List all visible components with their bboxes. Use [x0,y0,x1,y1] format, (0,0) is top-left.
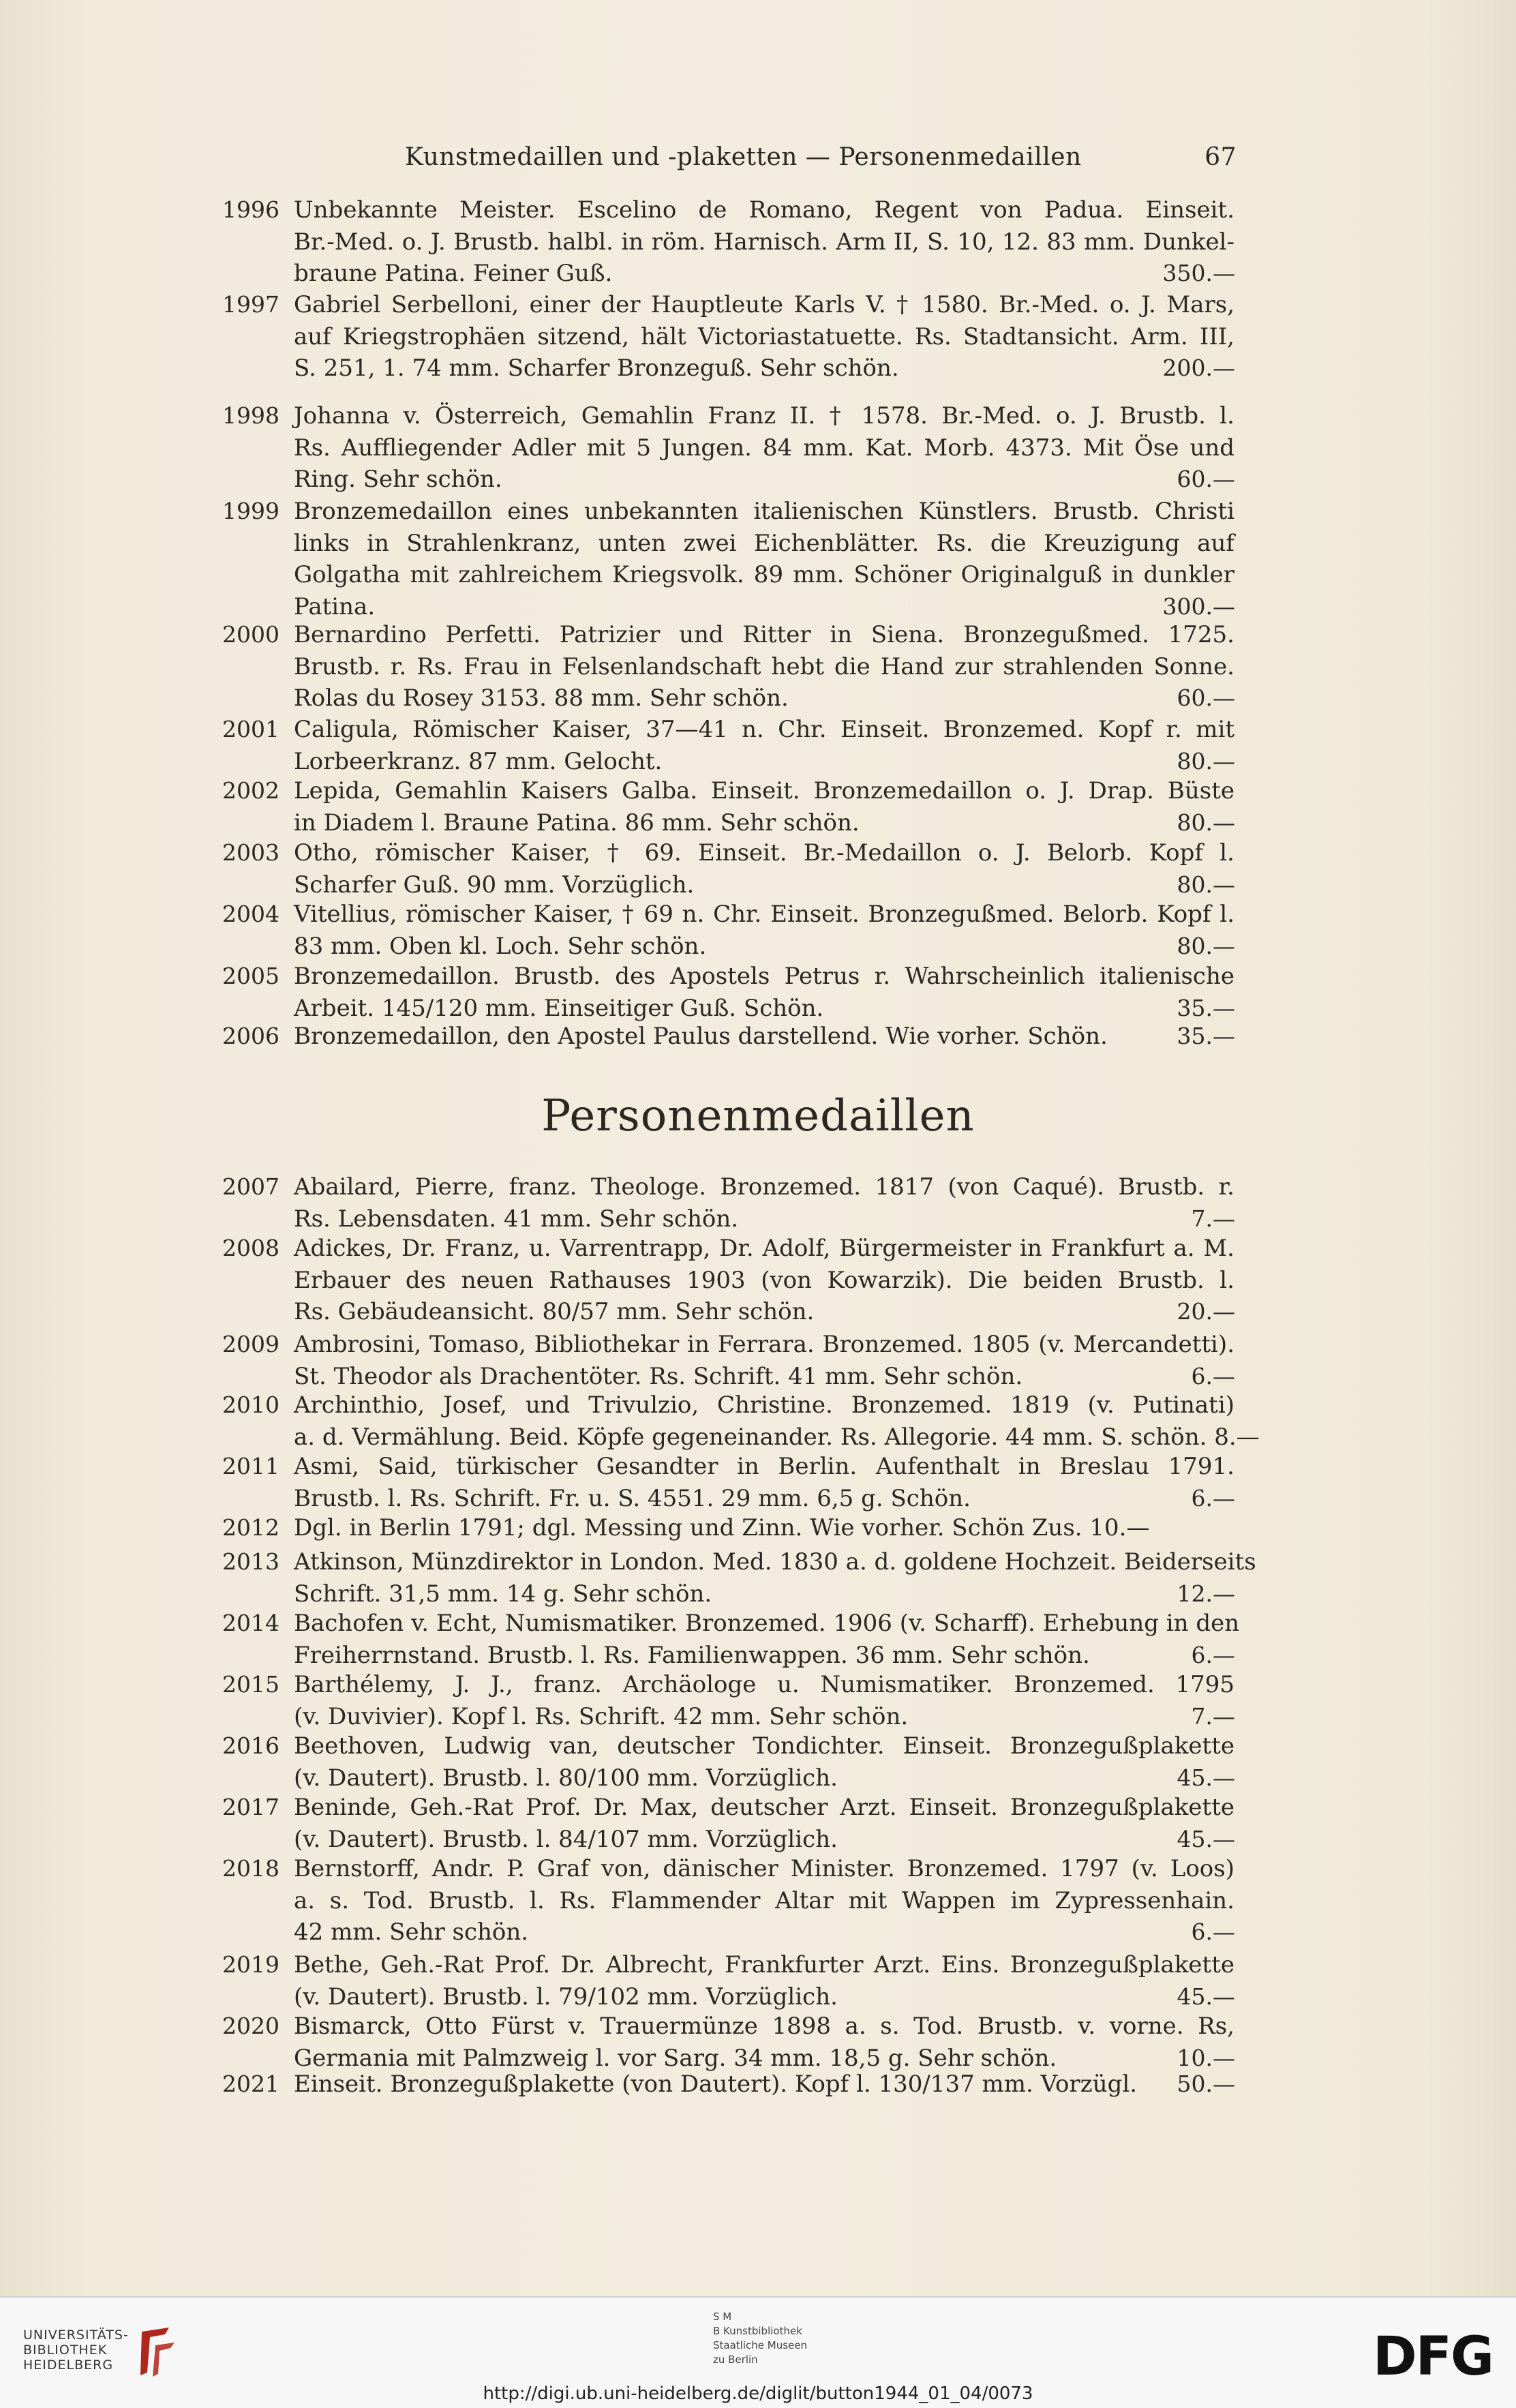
lot-number: 2020 [222,2013,279,2039]
lot-number: 2012 [222,1514,279,1541]
lot-number: 1998 [222,402,279,429]
entry-text-line: Rs. Lebensdaten. 41 mm. Sehr schön. [294,1205,739,1233]
entry-text-line: Rs. Auffliegender Adler mit 5 Jungen. 84 mm. Kat. Morb. 4373. Mit Öse und [294,434,1234,462]
lot-number: 2005 [222,963,279,989]
entry-text-line: (v. Dautert). Brustb. l. 80/100 mm. Vorzüglich. [294,1764,838,1792]
lot-number: 2014 [222,1610,279,1636]
lot-price: 50.— [1177,2071,1235,2097]
entry-text-line: Br.-Med. o. J. Brustb. halbl. in röm. Harnisch. Arm II, S. 10, 12. 83 mm. Dunkel- [294,228,1234,256]
entry-text-line: braune Patina. Feiner Guß. [294,260,613,287]
lot-price: 350.— [1162,260,1235,286]
entry-text-line: Otho, römischer Kaiser, † 69. Einseit. Br.-Medaillon o. J. Belorb. Kopf l. [294,839,1234,867]
entry-text-line: Abailard, Pierre, franz. Theologe. Bronzemed. 1817 (von Caqué). Brustb. r. [294,1173,1234,1201]
entry-text-line: Lepida, Gemahlin Kaisers Galba. Einseit. Bronzemedaillon o. J. Drap. Büste [294,777,1234,804]
entry-text-line: a. s. Tod. Brustb. l. Rs. Flammender Altar mit Wappen im Zypressenhain. [294,1886,1234,1914]
library-line: B Kunstbibliothek [713,2325,802,2337]
lot-number: 2018 [222,1855,279,1882]
entry-text-line: (v. Dautert). Brustb. l. 79/102 mm. Vorzüglich. [294,1983,838,2011]
entry-text-line: Bronzemedaillon. Brustb. des Apostels Petrus r. Wahrscheinlich italienische [294,963,1234,990]
lot-number: 2019 [222,1951,279,1978]
lot-number: 2004 [222,901,279,927]
lot-number: 1997 [222,291,279,318]
lot-price: 35.— [1177,1023,1235,1049]
lot-number: 2016 [222,1732,279,1759]
entry-text-line: Arbeit. 145/120 mm. Einseitiger Guß. Schön. [294,994,824,1022]
entry-text-line: Bernstorff, Andr. P. Graf von, dänischer Minister. Bronzemed. 1797 (v. Loos) [294,1855,1234,1882]
lot-price: 7.— [1191,1702,1235,1730]
lot-number: 2010 [222,1391,279,1418]
library-line: Staatliche Museen [713,2339,807,2351]
entry-text-line: Bachofen v. Echt, Numismatiker. Bronzemed. 1906 (v. Scharff). Erhebung in den [294,1610,1240,1637]
lot-number: 2001 [222,716,279,742]
lot-price: 6.— [1191,1641,1235,1668]
entry-text-line: Golgatha mit zahlreichem Kriegsvolk. 89 mm. Schöner Originalguß in dunkler [294,561,1234,588]
lot-price: 10.— [1177,2044,1235,2071]
university-line: UNIVERSITÄTS- [23,2328,129,2343]
lot-price: 12.— [1177,1580,1235,1607]
lot-price: 300.— [1162,592,1235,620]
lot-price: 6.— [1191,1362,1235,1389]
contributing-library [713,2310,807,2367]
lot-number: 2013 [222,1548,279,1575]
entry-text-line: Scharfer Guß. 90 mm. Vorzüglich. [294,871,695,899]
entry-text-line: Johanna v. Österreich, Gemahlin Franz II. † 1578. Br.-Med. o. J. Brustb. l. [294,402,1234,430]
entry-text-line: Brustb. l. Rs. Schrift. Fr. u. S. 4551. 29 mm. 6,5 g. Schön. [294,1484,971,1512]
lot-number: 2015 [222,1671,279,1698]
entry-text-line: Asmi, Said, türkischer Gesandter in Berlin. Aufenthalt in Breslau 1791. [294,1453,1234,1480]
entry-text-line: Rs. Gebäudeansicht. 80/57 mm. Sehr schön. [294,1298,815,1325]
page-number: 67 [1204,143,1237,171]
entry-text-line: Bronzemedaillon, den Apostel Paulus darstellend. Wie vorher. Schön. [294,1023,1108,1050]
running-header-title: Kunstmedaillen und -plaketten — Personenmedaillen [405,143,1082,171]
lot-price: 7.— [1191,1205,1235,1232]
university-line: BIBLIOTHEK [23,2343,108,2358]
entry-text-line: Schrift. 31,5 mm. 14 g. Sehr schön. [294,1580,712,1608]
library-line: zu Berlin [713,2353,758,2366]
entry-text-line: Barthélemy, J. J., franz. Archäologe u. Numismatiker. Bronzemed. 1795 [294,1671,1234,1698]
entry-text-line: Atkinson, Münzdirektor in London. Med. 1830 a. d. goldene Hochzeit. Beiderseits [294,1548,1256,1576]
library-line: S M [713,2311,732,2323]
entry-text-line: Rolas du Rosey 3153. 88 mm. Sehr schön. [294,684,789,712]
lot-price: 6.— [1191,1484,1235,1511]
lot-price: 80.— [1177,932,1235,959]
entry-text-line: (v. Duvivier). Kopf l. Rs. Schrift. 42 mm. Sehr schön. [294,1702,909,1730]
entry-text-line: Lorbeerkranz. 87 mm. Gelocht. [294,747,663,775]
lot-number: 2002 [222,777,279,804]
entry-text-line: Erbauer des neuen Rathauses 1903 (von Kowarzik). Die beiden Brustb. l. [294,1266,1234,1294]
entry-text-line: Bethe, Geh.-Rat Prof. Dr. Albrecht, Frankfurter Arzt. Eins. Bronzegußplakette [294,1951,1234,1978]
lot-number: 2009 [222,1331,279,1357]
entry-text-line: 42 mm. Sehr schön. [294,1918,529,1946]
entry-text-line: Brustb. r. Rs. Frau in Felsenlandschaft hebt die Hand zur strahlenden Sonne. [294,652,1234,680]
entry-text-line: Beethoven, Ludwig van, deutscher Tondichter. Einseit. Bronzegußplakette [294,1732,1234,1760]
entry-text-line: in Diadem l. Braune Patina. 86 mm. Sehr schön. [294,809,860,837]
lot-price: 20.— [1177,1298,1235,1325]
lot-price: 45.— [1177,1825,1235,1852]
lot-price: 6.— [1191,1918,1235,1945]
entry-text-line: 83 mm. Oben kl. Loch. Sehr schön. [294,932,707,960]
entry-text-line: a. d. Vermählung. Beid. Köpfe gegeneinander. Rs. Allegorie. 44 mm. S. schön. 8.— [294,1423,1260,1451]
lot-number: 2017 [222,1794,279,1820]
university-library-name[interactable] [23,2328,129,2373]
entry-text-line: Germania mit Palmzweig l. vor Sarg. 34 mm. 18,5 g. Sehr schön. [294,2044,1057,2072]
university-logo-icon [135,2325,183,2379]
entry-text-line: Freiherrnstand. Brustb. l. Rs. Familienwappen. 36 mm. Sehr schön. [294,1641,1090,1669]
entry-text-line: Bronzemedaillon eines unbekannten italienischen Künstlers. Brustb. Christi [294,498,1234,525]
entry-text-line: Beninde, Geh.-Rat Prof. Dr. Max, deutscher Arzt. Einseit. Bronzegußplakette [294,1794,1234,1821]
entry-text-line: Patina. [294,592,376,620]
entry-text-line: Unbekannte Meister. Escelino de Romano, Regent von Padua. Einseit. [294,196,1234,224]
entry-text-line: Ring. Sehr schön. [294,466,502,493]
entry-text-line: Bernardino Perfetti. Patrizier und Ritter in Siena. Bronzegußmed. 1725. [294,621,1234,648]
entry-text-line: Caligula, Römischer Kaiser, 37—41 n. Chr. Einseit. Bronzemed. Kopf r. mit [294,716,1234,743]
entry-text-line: auf Kriegstrophäen sitzend, hält Victoriastatuette. Rs. Stadtansicht. Arm. III, [294,322,1234,350]
entry-text-line: S. 251, 1. 74 mm. Scharfer Bronzeguß. Sehr schön. [294,355,899,382]
lot-number: 2000 [222,621,279,648]
viewer-footer [0,2296,1516,2408]
lot-price: 35.— [1177,994,1235,1021]
entry-text-line: Gabriel Serbelloni, einer der Hauptleute Karls V. † 1580. Br.-Med. o. J. Mars, [294,291,1234,318]
entry-text-line: Archinthio, Josef, und Trivulzio, Christine. Bronzemed. 1819 (v. Putinati) [294,1391,1234,1419]
entry-text-line: Dgl. in Berlin 1791; dgl. Messing und Zinn. Wie vorher. Schön Zus. 10.— [294,1514,1150,1541]
university-line: HEIDELBERG [23,2358,114,2373]
lot-price: 45.— [1177,1764,1235,1791]
entry-text-line: (v. Dautert). Brustb. l. 84/107 mm. Vorzüglich. [294,1825,838,1853]
lot-price: 45.— [1177,1983,1235,2010]
entry-text-line: Ambrosini, Tomaso, Bibliothekar in Ferrara. Bronzemed. 1805 (v. Mercandetti). [294,1331,1234,1358]
lot-number: 2003 [222,839,279,866]
permalink-url[interactable]: http://digi.ub.uni-heidelberg.de/diglit/button1944_01_04/0073 [483,2383,1033,2404]
entry-text-line: Bismarck, Otto Fürst v. Trauermünze 1898 a. s. Tod. Brustb. v. vorne. Rs, [294,2013,1234,2040]
lot-price: 80.— [1177,871,1235,898]
lot-price: 60.— [1177,466,1235,492]
lot-price: 200.— [1162,355,1235,381]
lot-price: 80.— [1177,747,1235,774]
lot-number: 1999 [222,498,279,524]
lot-number: 2006 [222,1023,279,1049]
dfg-logo[interactable]: DFG [1372,2326,1493,2388]
lot-number: 2008 [222,1235,279,1261]
lot-number: 2021 [222,2071,279,2097]
lot-number: 2007 [222,1173,279,1200]
section-title: Personenmedaillen [541,1091,975,1141]
lot-number: 2011 [222,1453,279,1479]
entry-text-line: links in Strahlenkranz, unten zwei Eichenblätter. Rs. die Kreuzigung auf [294,529,1234,557]
entry-text-line: Vitellius, römischer Kaiser, † 69 n. Chr. Einseit. Bronzegußmed. Belorb. Kopf l. [294,901,1234,928]
entry-text-line: Adickes, Dr. Franz, u. Varrentrapp, Dr. Adolf, Bürgermeister in Frankfurt a. M. [294,1235,1234,1262]
entry-text-line: St. Theodor als Drachentöter. Rs. Schrift. 41 mm. Sehr schön. [294,1362,1023,1390]
lot-price: 80.— [1177,809,1235,836]
lot-price: 60.— [1177,684,1235,711]
entry-text-line: Einseit. Bronzegußplakette (von Dautert). Kopf l. 130/137 mm. Vorzügl. [294,2071,1138,2098]
lot-number: 1996 [222,196,279,223]
